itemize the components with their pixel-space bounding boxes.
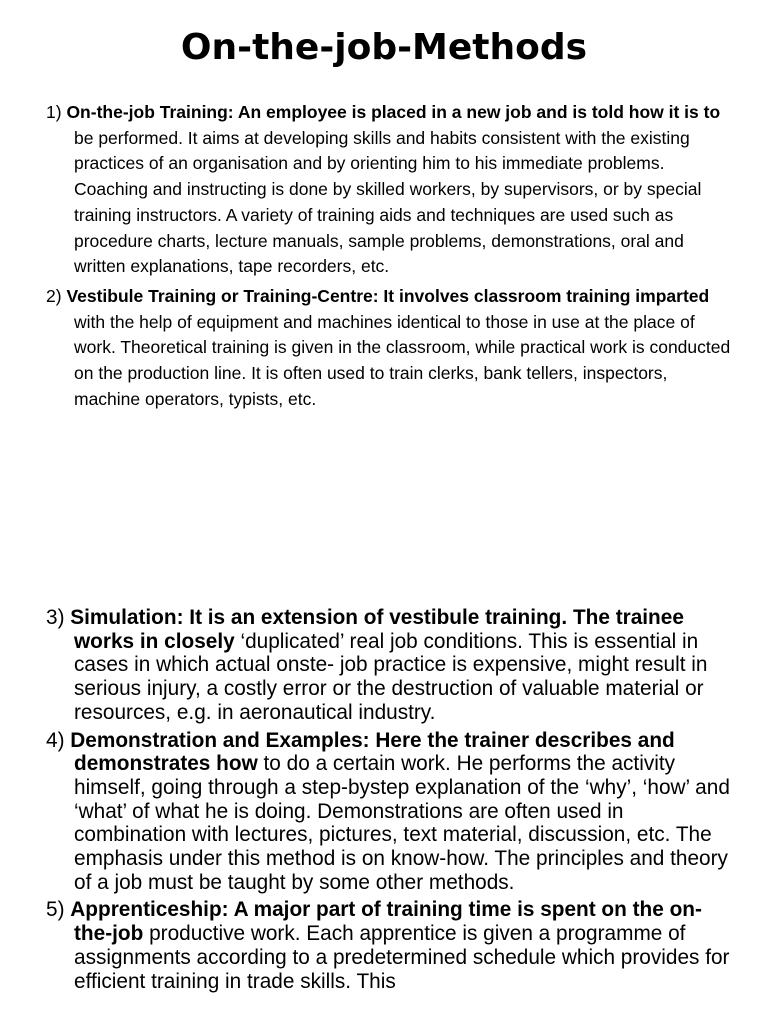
item-heading: Demonstration and Examples: Here the trainer describes and demonstrates how bbox=[70, 728, 675, 776]
item-body: be performed. It aims at developing skills and habits consistent with the existing practices of an organisation and by orienting him to his immediate problems. Coaching and instructing is done by skilled workers, by supervisors, or by special training instructors. A variety of training aids and techniques are used such as procedure charts, lecture manuals, sample problems, demonstrations, oral and written explanations, tape recorders, etc. bbox=[74, 127, 702, 277]
page-title: On-the-job-Methods bbox=[180, 27, 588, 68]
slide-section-top bbox=[46, 100, 732, 416]
item-number: 2) bbox=[46, 285, 62, 306]
slide-section-bottom bbox=[46, 606, 732, 997]
list-item-2 bbox=[46, 284, 732, 413]
item-number: 4) bbox=[46, 728, 65, 752]
item-heading: Simulation: It is an extension of vestibule training. The trainee works in closely bbox=[70, 606, 684, 653]
item-body: with the help of equipment and machines identical to those in use at the place of work. Theoretical training is given in the classroom, while practical work is conducted on the production line. It is often used to train clerks, bank tellers, inspectors, machine operators, typists, etc. bbox=[74, 311, 731, 409]
item-number: 5) bbox=[46, 898, 65, 922]
list-item-4 bbox=[46, 729, 732, 895]
list-item-5 bbox=[46, 898, 732, 993]
list-item-1 bbox=[46, 100, 732, 280]
list-item-3 bbox=[46, 606, 732, 725]
item-heading: Apprenticeship: A major part of training time is spent on the on-the-job bbox=[70, 898, 702, 946]
item-heading: Vestibule Training or Training-Centre: It involves classroom training imparted bbox=[66, 285, 710, 306]
item-body: productive work. Each apprentice is given a programme of assignments according to a predetermined schedule which provides for efficient training in trade skills. This bbox=[74, 922, 730, 993]
item-number: 3) bbox=[46, 606, 65, 629]
item-number: 1) bbox=[46, 102, 62, 122]
item-body: ‘duplicated’ real job conditions. This is essential in cases in which actual onste- job practice is expensive, might result in serious injury, a costly error or the destruction of valuable material or resources, e.g. in aeronautical industry. bbox=[74, 629, 708, 724]
item-body: to do a certain work. He performs the activity himself, going through a step-bystep explanation of the ‘why’, ‘how’ and ‘what’ of what he is doing. Demonstrations are often used in combination with lectures, pictures, text material, discussion, etc. The emphasis under this method is on know-how. The principles and theory of a job must be taught by some other methods. bbox=[74, 752, 730, 894]
item-heading: On-the-job Training: An employee is placed in a new job and is told how it is to bbox=[66, 102, 721, 122]
